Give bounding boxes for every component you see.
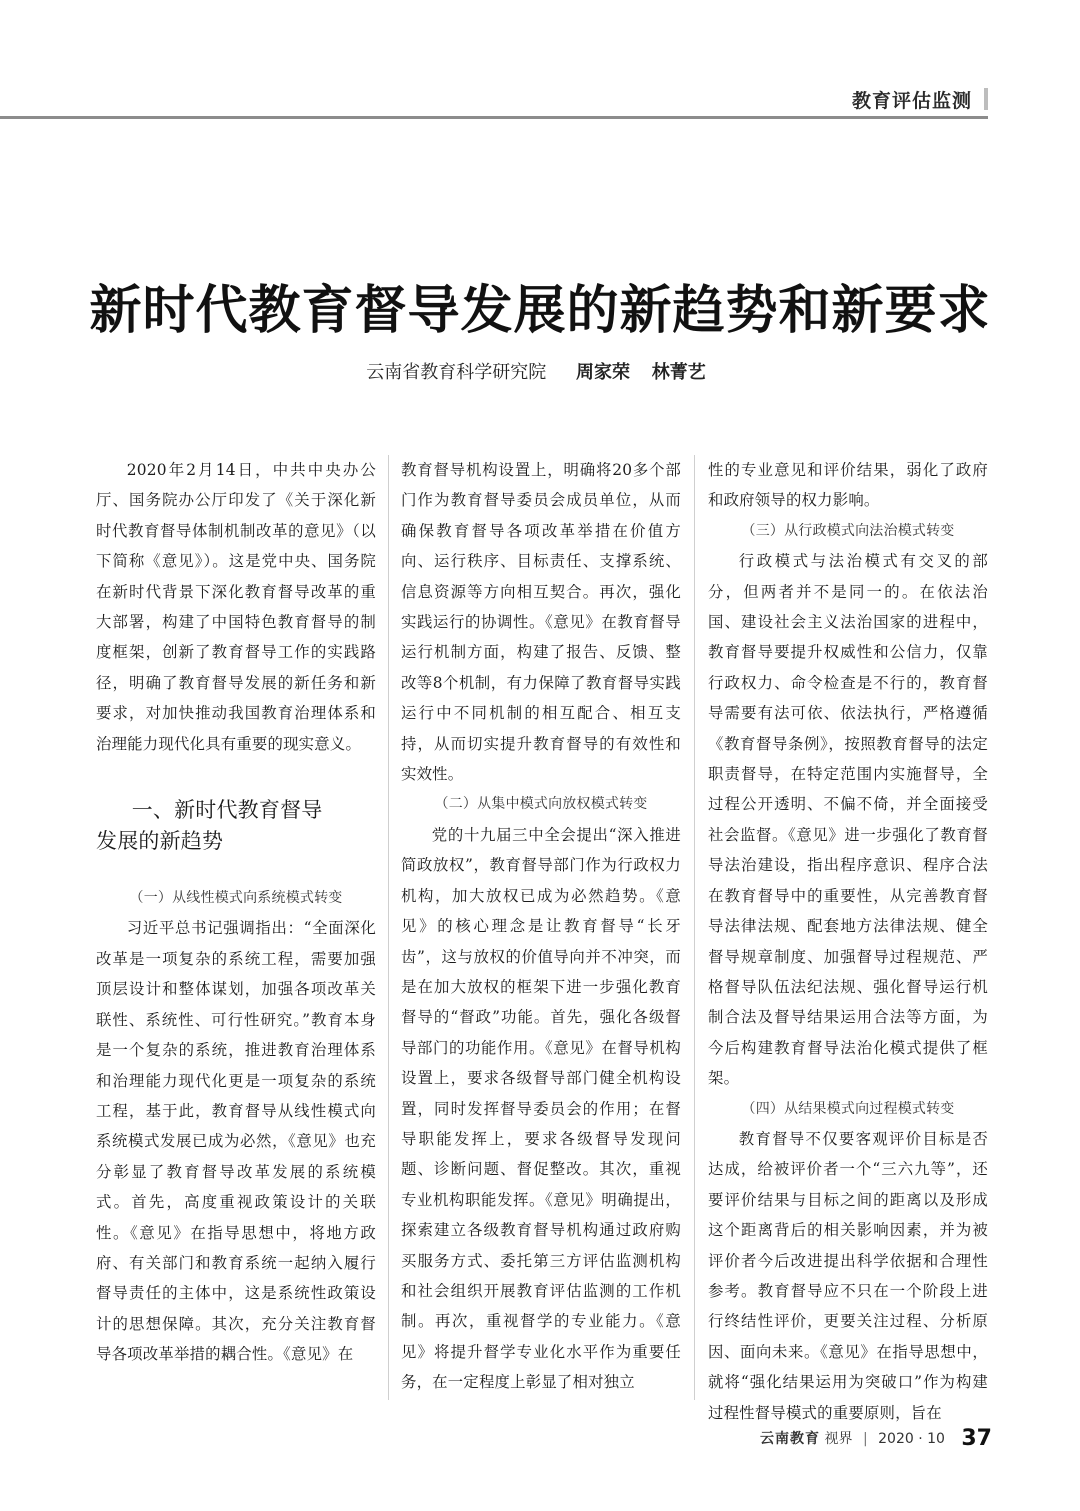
header-rule: [0, 116, 988, 119]
body-paragraph: 习近平总书记强调指出：“全面深化改革是一项复杂的系统工程，需要加强顶层设计和整体谋划，加强各项改革关联性、系统性、可行性研究。”教育本身是一个复杂的系统，推进教育治理体系和治理能力现代化更是一项复杂的系统工程，基于此，教育督导从线性模式向系统模式发展已成为必然，《意见》也充分彰显了教育督导改革发展的系统模式。首先，高度重视政策设计的关联性。《意见》在指导思想中，将地方政府、有关部门和教育系统一起纳入履行督导责任的主体中，这是系统性政策设计的思想保障。其次，充分关注教育督导各项改革举措的耦合性。《意见》在: [96, 919, 376, 1364]
header-mark: [984, 88, 988, 110]
section-heading-line: 一、新时代教育督导: [131, 798, 323, 823]
author-institution: 云南省教育科学研究院: [366, 362, 547, 383]
body-paragraph: 性的专业意见和评价结果，弱化了政府和政府领导的权力影响。: [708, 461, 988, 510]
section-heading-1: [96, 795, 376, 857]
column-1: [96, 455, 376, 1370]
subheading-3: （三）从行政模式向法治模式转变: [741, 522, 955, 539]
body-paragraph: 教育督导机构设置上，明确将20多个部门作为教育督导委员会成员单位，从而确保教育督导各项改革举措在价值方向、运行秩序、目标责任、支撑系统、信息资源等方向相互契合。再次，强化实践运行的协调性。《意见》在教育督导运行机制方面，构建了报告、反馈、整改等8个机制，有力保障了教育督导实践运行中不同机制的相互配合、相互支持，从而切实提升教育督导的有效性和实效性。: [401, 461, 681, 784]
section-label: 教育评估监测: [851, 90, 972, 112]
journal-brand: 云南教育: [760, 1431, 821, 1447]
page-number: 37: [961, 1426, 992, 1451]
intro-paragraph: 2020年2月14日，中共中央办公厅、国务院办公厅印发了《关于深化新时代教育督导体制机制改革的意见》（以下简称《意见》）。这是党中央、国务院在新时代背景下深化教育督导改革的重大部署，构建了中国特色教育督导的制度框架，创新了教育督导工作的实践路径，明确了教育督导发展的新任务和新要求，对加快推动我国教育治理体系和治理能力现代化具有重要的现实意义。: [96, 461, 376, 753]
footer-separator: |: [862, 1431, 868, 1447]
section-heading-line: 发展的新趋势: [96, 829, 224, 854]
author-name: 林菁艺: [651, 362, 706, 383]
subheading-4: （四）从结果模式向过程模式转变: [741, 1100, 955, 1117]
author-name: 周家荣: [576, 362, 630, 383]
body-paragraph: 教育督导不仅要客观评价目标是否达成，给被评价者一个“三六九等”，还要评价结果与目标之间的距离以及形成这个距离背后的相关影响因素，并为被评价者今后改进提出科学依据和合理性参考。教育督导应不只在一个阶段上进行终结性评价，更要关注过程、分析原因、面向未来。《意见》在指导思想中，就将“强化结果运用为突破口”作为构建过程性督导模式的重要原则，旨在: [708, 1129, 988, 1422]
subheading-1: （一）从线性模式向系统模式转变: [129, 890, 343, 907]
byline: [0, 358, 1080, 384]
journal-name: 视界: [824, 1431, 853, 1447]
column-divider: [388, 455, 389, 1400]
issue-number: 2020 · 10: [878, 1431, 945, 1447]
article-title: 新时代教育督导发展的新趋势和新要求: [89, 281, 991, 341]
subheading-2: （二）从集中模式向放权模式转变: [434, 796, 648, 813]
column-2: [401, 455, 681, 1398]
body-paragraph: 行政模式与法治模式有交叉的部分，但两者并不是同一的。在依法治国、建设社会主义法治国家的进程中，教育督导要提升权威性和公信力，仅靠行政权力、命令检查是不行的，教育督导需要有法可依、依法执行，严格遵循《教育督导条例》，按照教育督导的法定职责督导，在特定范围内实施督导，全过程公开透明、不偏不倚，并全面接受社会监督。《意见》进一步强化了教育督导法治建设，指出程序意识、程序合法在教育督导中的重要性，从完善教育督导法律法规、配套地方法律法规、健全督导规章制度、加强督导过程规范、严格督导队伍法纪法规、强化督导运行机制合法及督导结果运用合法等方面，为今后构建教育督导法治化模式提供了框架。: [708, 552, 988, 1088]
column-3: [708, 455, 988, 1428]
page-footer: [760, 1426, 992, 1451]
body-paragraph: 党的十九届三中全会提出“深入推进简政放权”，教育督导部门作为行政权力机构，加大放权已成为必然趋势。《意见》的核心理念是让教育督导“长牙齿”，这与放权的价值导向并不冲突，而是在加大放权的框架下进一步强化教育督导的“督政”功能。首先，强化各级督导部门的功能作用。《意见》在督导机构设置上，要求各级督导部门健全机构设置，同时发挥督导委员会的作用；在督导职能发挥上，要求各级督导发现问题、诊断问题、督促整改。其次，重视专业机构职能发挥。《意见》明确提出，探索建立各级教育督导机构通过政府购买服务方式、委托第三方评估监测机构和社会组织开展教育评估监测的工作机制。再次，重视督学的专业能力。《意见》将提升督学专业化水平作为重要任务，在一定程度上彰显了相对独立: [401, 825, 681, 1392]
column-divider: [694, 455, 695, 1400]
